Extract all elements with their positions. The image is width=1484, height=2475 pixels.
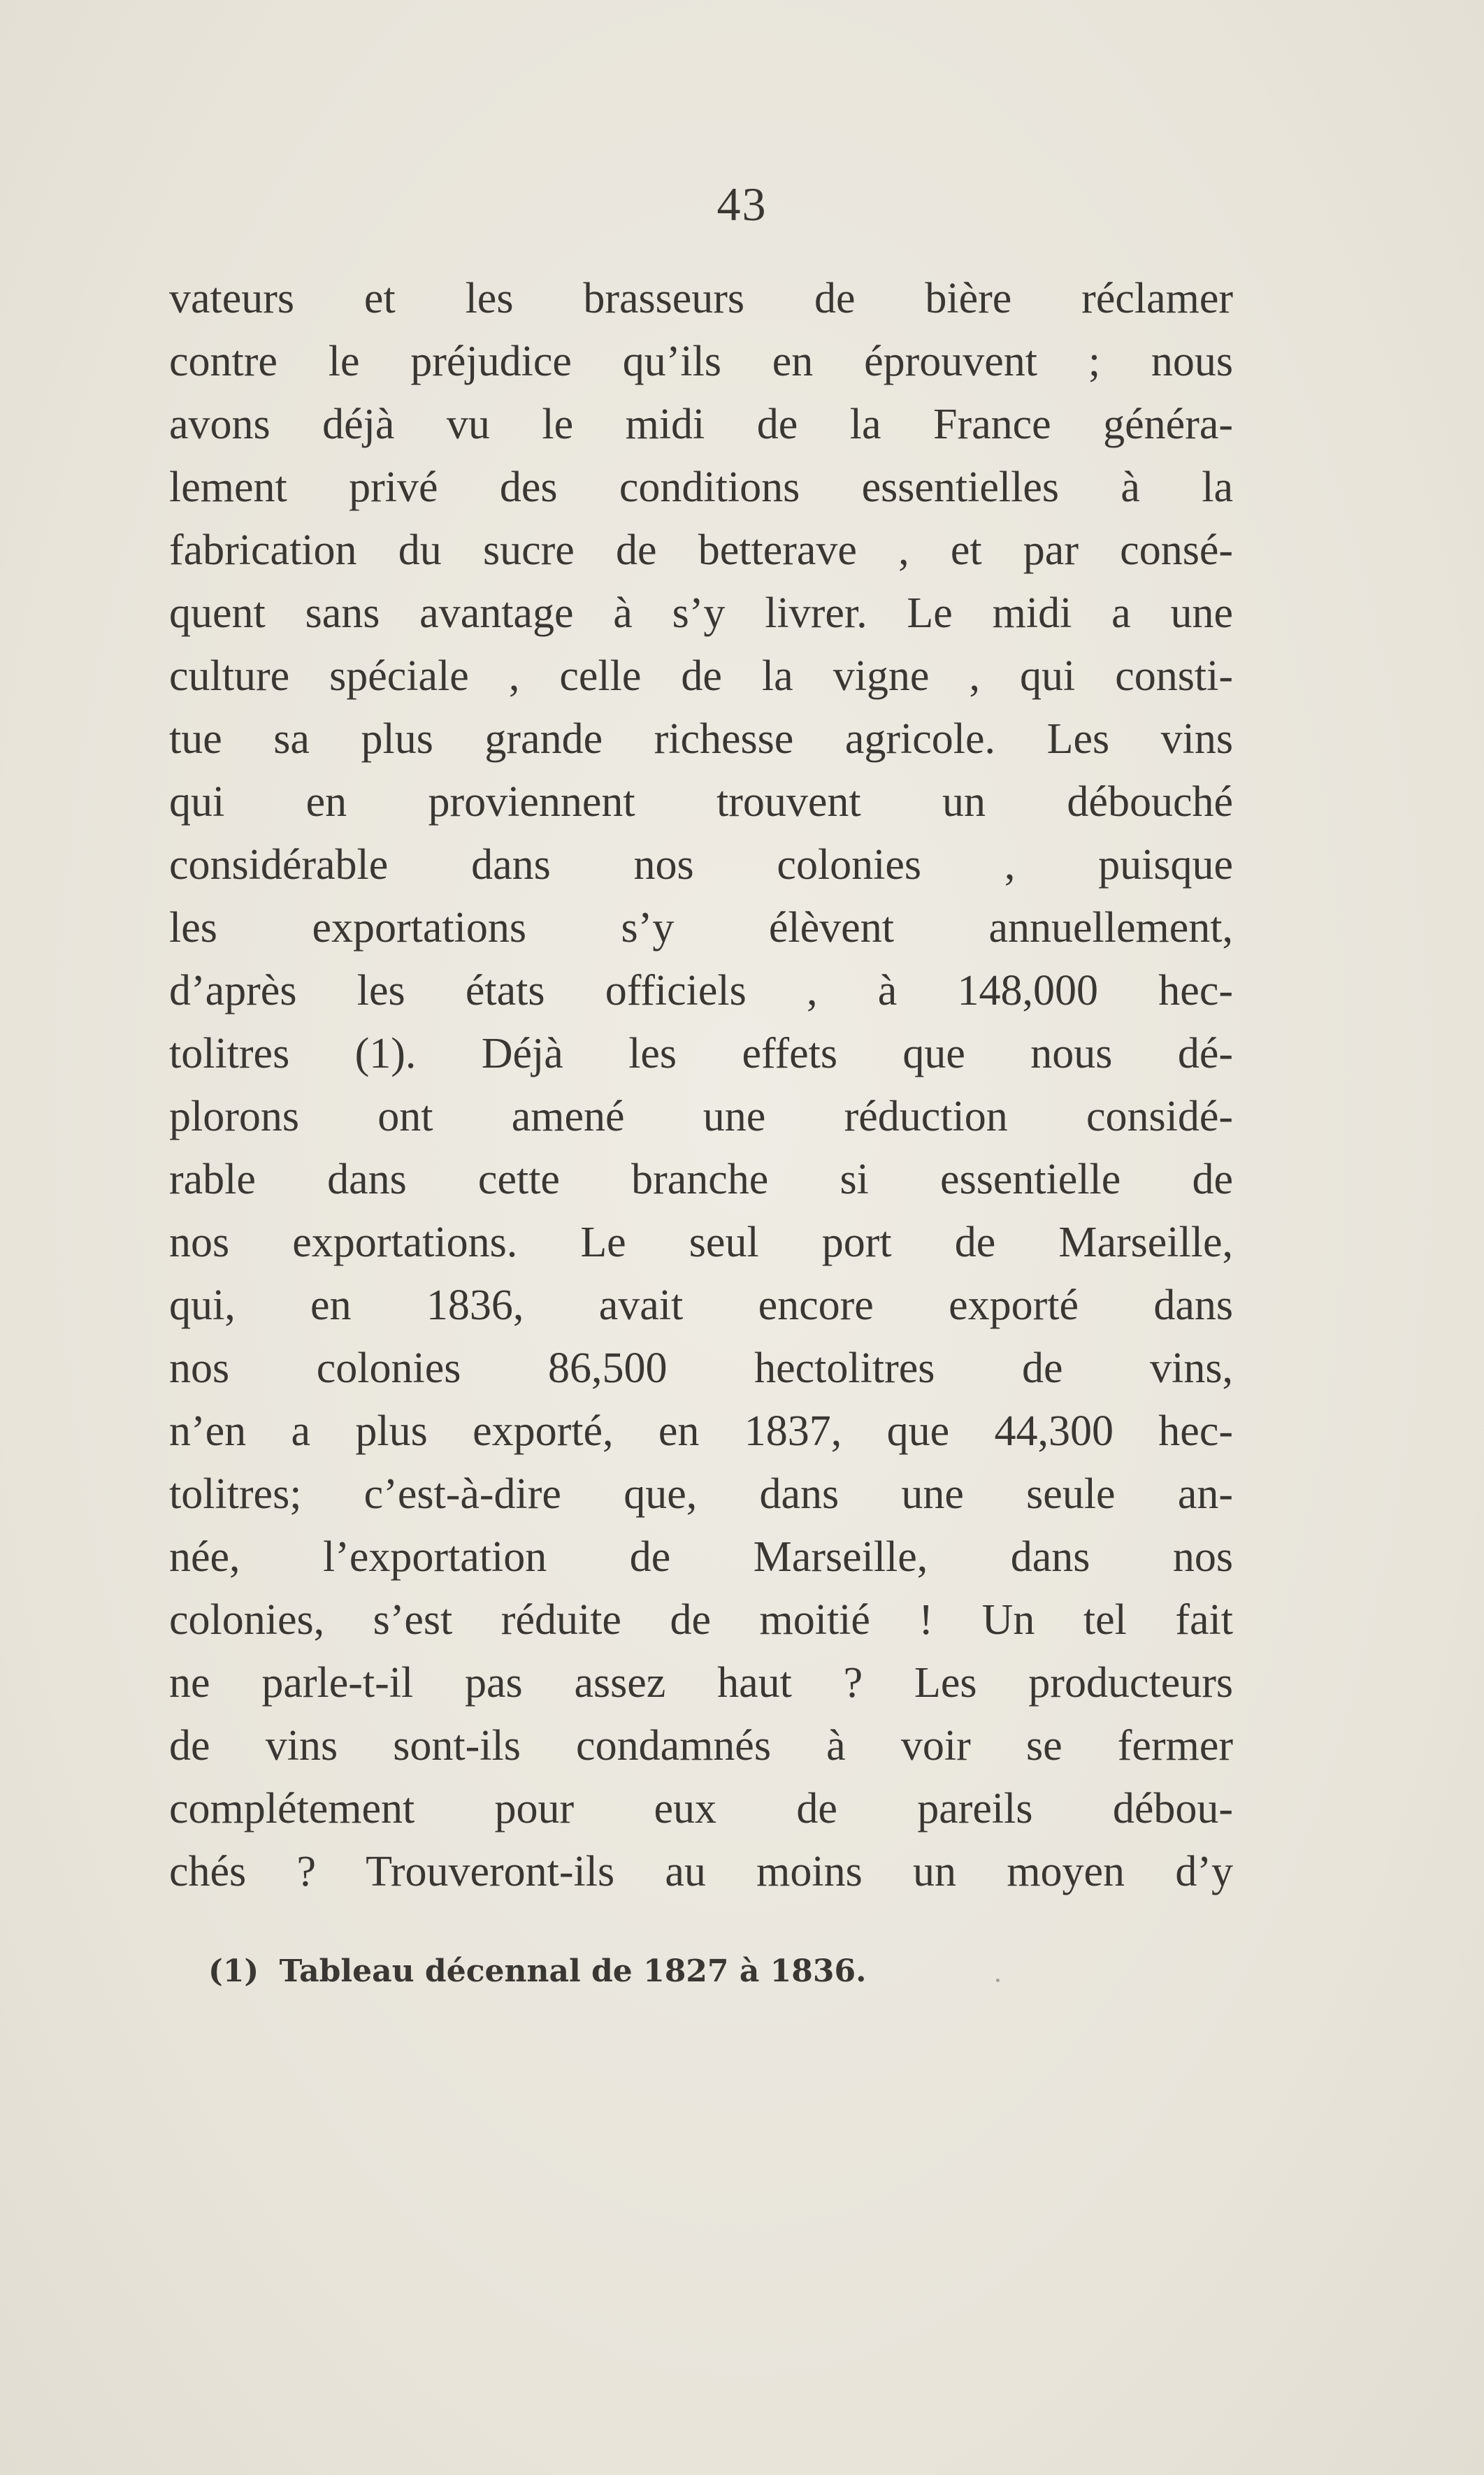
text-line: chés ? Trouveront-ils au moins un moyen d’y [169,1848,1233,1895]
text-line: nos colonies 86,500 hectolitres de vins, [169,1344,1233,1392]
page-number: 43 [716,178,768,231]
text-line: contre le préjudice qu’ils en éprouvent ; nous [169,338,1233,385]
text-line: de vins sont-ils condamnés à voir se fermer [169,1722,1233,1770]
text-line: rable dans cette branche si essentielle de [169,1156,1233,1203]
text-line: avons déjà vu le midi de la France généra- [169,401,1233,448]
text-line: vateurs et les brasseurs de bière réclamer [169,275,1233,322]
text-line: tolitres (1). Déjà les effets que nous dé- [169,1030,1233,1077]
text-line: culture spéciale , celle de la vigne , qui consti- [169,652,1233,700]
paper-speck [996,1979,1000,1982]
text-line: ne parle-t-il pas assez haut ? Les producteurs [169,1659,1233,1707]
text-line: complétement pour eux de pareils débou- [169,1785,1233,1832]
text-line: n’en a plus exporté, en 1837, que 44,300 hec- [169,1407,1233,1455]
text-line: tue sa plus grande richesse agricole. Les vins [169,715,1233,763]
footnote [208,1951,1187,1993]
text-line: plorons ont amené une réduction considé- [169,1093,1233,1140]
text-line: les exportations s’y élèvent annuellement, [169,904,1233,952]
text-line: nos exportations. Le seul port de Marseille, [169,1219,1233,1266]
text-line: d’après les états officiels , à 148,000 hec- [169,967,1233,1014]
text-line: lement privé des conditions essentielles à la [169,464,1233,511]
text-line: qui, en 1836, avait encore exporté dans [169,1282,1233,1329]
text-line: colonies, s’est réduite de moitié ! Un tel fait [169,1596,1233,1644]
footnote-marker: (1) [208,1953,259,1989]
footnote-text: Tableau décennal de 1827 à 1836. [279,1953,867,1989]
text-line: considérable dans nos colonies , puisque [169,841,1233,889]
text-line: née, l’exportation de Marseille, dans nos [169,1533,1233,1581]
text-line: tolitres; c’est-à-dire que, dans une seule an- [169,1470,1233,1518]
body-text [169,267,1233,1903]
text-line: qui en proviennent trouvent un débouché [169,778,1233,826]
text-line: fabrication du sucre de betterave , et par consé- [169,526,1233,574]
text-line: quent sans avantage à s’y livrer. Le midi a une [169,589,1233,637]
